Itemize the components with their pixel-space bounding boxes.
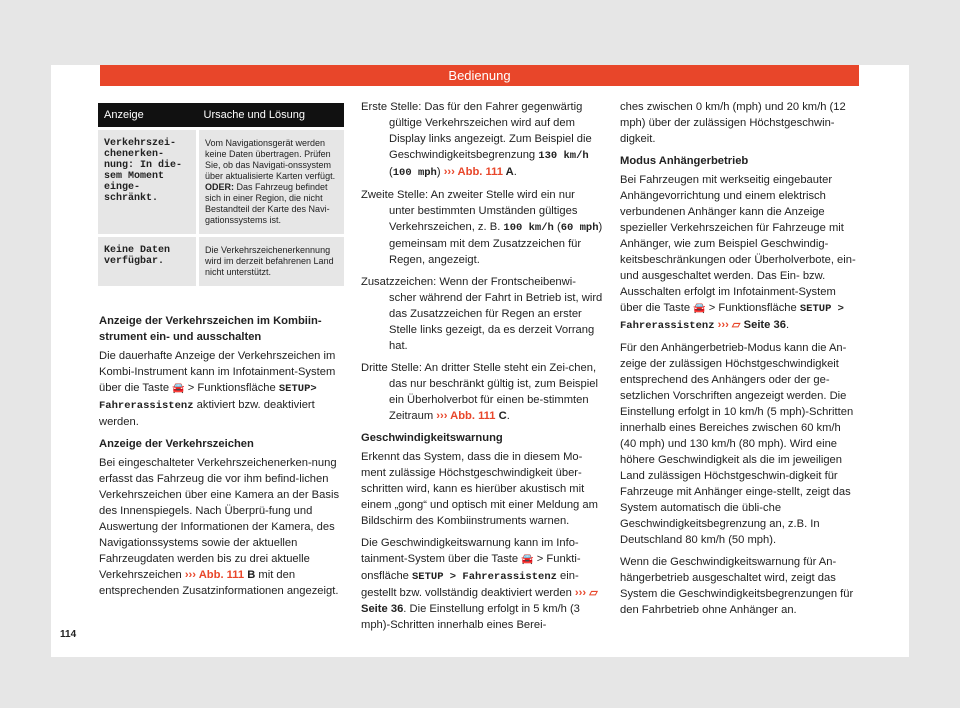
fig-link[interactable]: ››› Abb. 111 <box>436 410 496 422</box>
column-3 <box>620 99 860 624</box>
paragraph: Die Geschwindigkeitswarnung kann im Info-tainment-System über die Taste 🚘 > Funkti-onsfläche SETUP > Fahrerassistenz ein-gestellt bzw. vollständig deaktiviert werden ››› ▱ Seite 36. Die Einstellung erfolgt in 5 km/h (3 mph)-Schritten innerhalb eines Berei- <box>361 537 598 631</box>
paragraph: Bei eingeschalteter Verkehrszeichenerken-nung erfasst das Fahrzeug die vor ihm befind-lichen Verkehrszeichen über eine Kamera an der Basis des Innenspiegels. Nach Überprü-fung und Auswertung der Informationen der Kamera, des Navigationssystems sowie der aktuellen Fahrzeugdaten werden bis zu drei aktuelle Verkehrszeichen ››› Abb. 111 B mit den entsprechenden Zusatzinformationen angezeigt. <box>99 457 340 597</box>
list-item: Erste Stelle: Das für den Fahrer gegenwärtig gültige Verkehrszeichen wird auf dem Display links angezeigt. Zum Beispiel die Geschwindigkeitsbegrenzung 130 km/h (100 mph) ››› Abb. 111 A. <box>361 101 592 179</box>
paragraph: Erkennt das System, dass die in diesem Mo-ment zulässige Höchstgeschwindigkeit über-schritten wird, kann es hierüber akustisch mit einem „gong“ und optisch mit einer Meldung am Bildschirm des Kombiinstruments warnen. <box>361 451 598 527</box>
table-cell-text: Vom Navigationsgerät werden keine Daten übertragen. Prüfen Sie, ob das Navigati-onssystem über aktualisierte Karten verfügt. ODER: Das Fahrzeug befindet sich in einer Region, die nicht Bestandteil der Karte des Navi-gationssystems ist. <box>198 130 345 234</box>
page-number: 114 <box>60 629 77 640</box>
table-cell-code: Verkehrszei-chenerken-nung: In die-sem Moment einge-schränkt. <box>98 130 198 234</box>
list-item: Dritte Stelle: An dritter Stelle steht ein Zei-chen, das nur beschränkt gültig ist, zum Beispiel ein Überholverbot für einen be-stimmten Zeitraum ››› Abb. 111 C. <box>361 362 598 422</box>
paragraph: Für den Anhängerbetrieb-Modus kann die An-zeige der zulässigen Höchstgeschwindigkeit entsprechend des Anhängers oder der ge-setzlichen Vorschriften angezeigt werden. Die Einstellung erfolgt in 10 km/h (5 mph)-Schritten innerhalb eines Bereiches zwischen 60 km/h (40 mph) und 130 km/h (80 mph). Wird eine höhere Geschwindigkeit als die im jeweiligen Land zulässigen Höchstgeschwin-digkeit für Fahrzeuge mit Anhänger einge-stellt, zeigt das System automatisch die übli-che Geschwindigkeitsbegrenzung an, z.B. In Deutschland 80 km/h (50 mph). <box>620 342 854 546</box>
list-item: Zusatzzeichen: Wenn der Frontscheibenwi-scher während der Fahrt in Betrieb ist, wird das Zusatzzeichen für Regen an erster Stelle links gezeigt, da es derzeit Vorrang hat. <box>361 276 603 352</box>
car-icon: 🚘 <box>521 554 534 565</box>
list-item: Zweite Stelle: An zweiter Stelle wird ein nur unter bestimmten Umständen gültiges Verkehrszeichen, z. B. 100 km/h (60 mph) gemeinsam mit dem Zusatzzeichen für Regen, angezeigt. <box>361 189 603 266</box>
heading-anzeige: Anzeige der Verkehrszeichen <box>99 438 254 450</box>
paragraph: ches zwischen 0 km/h (mph) und 20 km/h (12 mph) über der zulässigen Höchstgeschwin-digkeit. <box>620 101 846 145</box>
table-row <box>98 130 344 234</box>
table-header-ursache: Ursache und Lösung <box>198 103 345 127</box>
info-table <box>98 103 344 286</box>
column-2 <box>361 99 603 639</box>
table-header-anzeige: Anzeige <box>98 103 198 127</box>
column-1 <box>99 313 347 605</box>
car-icon: 🚘 <box>693 303 706 314</box>
car-icon: 🚘 <box>172 383 185 394</box>
table-header-row <box>98 103 344 127</box>
table-row <box>98 237 344 286</box>
fig-link[interactable]: ››› Abb. 111 <box>184 569 245 581</box>
book-icon: ▱ <box>731 319 741 331</box>
heading-anhaenger: Modus Anhängerbetrieb <box>620 155 749 167</box>
page-link[interactable]: Seite 36 <box>743 319 786 331</box>
table-cell-text: Die Verkehrszeichenerkennung wird im derzeit befahrenen Land nicht unterstützt. <box>198 237 345 286</box>
heading-warnung: Geschwindigkeitswarnung <box>361 432 503 444</box>
paragraph: Bei Fahrzeugen mit werkseitig eingebauter Anhängevorrichtung und einem elektrisch verbundenen Anhänger kann die Anzeige spezieller Verkehrszeichen für Fahrzeuge mit Anhänger, wie zum Beispiel Geschwindig-keitsbeschränkungen oder Überholverbote, ein- und ausgeschaltet werden. Das Ein- bzw. Ausschalten erfolgt im Infotainment-System über die Taste 🚘 > Funktionsfläche SETUP > Fahrerassistenz ››› ▱ Seite 36. <box>620 174 856 332</box>
table-cell-code: Keine Daten verfügbar. <box>98 237 198 286</box>
paragraph: Wenn die Geschwindigkeitswarnung für An-hängerbetrieb ausgeschaltet wird, zeigt das System die Geschwindigkeitsbegrenzungen für den Fahrbetrieb ohne Anhänger an. <box>620 556 854 616</box>
book-icon: ▱ <box>589 587 598 599</box>
paragraph: Die dauerhafte Anzeige der Verkehrszeichen im Kombi-Instrument kann im Infotainment-System über die Taste 🚘 > Funktionsfläche SETUP> Fahrerassistenz aktiviert bzw. deaktiviert werden. <box>99 350 336 428</box>
section-header: Bedienung <box>100 65 859 86</box>
page-link[interactable]: Seite 36 <box>361 603 404 615</box>
fig-link[interactable]: ››› Abb. 111 <box>443 166 503 178</box>
heading-kombi: Anzeige der Verkehrszeichen im Kombiin-strument ein- und ausschalten <box>99 315 322 343</box>
